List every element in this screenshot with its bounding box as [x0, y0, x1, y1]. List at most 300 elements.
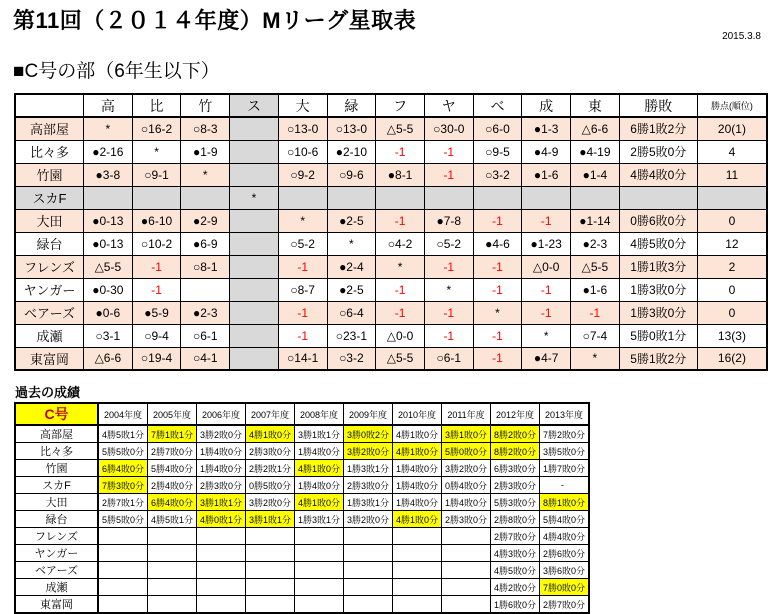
history-row: [15, 477, 589, 494]
history-result-cell: 6勝4敗0分: [98, 460, 148, 477]
result-cell: ○5-2: [424, 232, 473, 255]
points-cell: 20(1): [697, 117, 767, 140]
result-cell: [473, 186, 522, 209]
history-result-cell: [98, 545, 148, 562]
history-result-cell: 2勝7敗1分: [98, 494, 148, 511]
history-result-cell: 8勝2敗0分: [491, 425, 540, 443]
result-cell: -1: [424, 301, 473, 324]
result-cell: ●4-9: [522, 140, 571, 163]
history-result-cell: 4勝5敗1分: [98, 425, 148, 443]
points-cell: 2: [697, 255, 767, 278]
result-cell: △5-5: [571, 255, 620, 278]
team-name-cell: スカF: [15, 186, 84, 209]
history-result-cell: 4勝1敗0分: [246, 425, 295, 443]
history-team-cell: 東富岡: [15, 596, 98, 614]
points-cell: 12: [697, 232, 767, 255]
history-result-cell: [246, 528, 295, 545]
history-result-cell: 5勝4敗0分: [148, 460, 197, 477]
result-cell: *: [84, 117, 133, 140]
history-result-cell: 1勝7敗0分: [540, 460, 590, 477]
team-name-cell: 緑台: [15, 232, 84, 255]
result-cell: ○23-1: [327, 324, 376, 347]
history-result-cell: [197, 596, 246, 614]
history-result-cell: 5勝5敗0分: [98, 443, 148, 460]
history-team-cell: フレンズ: [15, 528, 98, 545]
result-cell: ○10-6: [278, 140, 327, 163]
history-result-cell: 8勝2敗0分: [491, 443, 540, 460]
result-cell: [181, 278, 230, 301]
standings-row: [15, 232, 767, 255]
standings-row: [15, 278, 767, 301]
history-body: [15, 425, 589, 613]
result-cell: ○19-4: [132, 347, 181, 370]
result-cell: ○9-6: [327, 163, 376, 186]
result-cell: -1: [473, 255, 522, 278]
result-cell: ○9-4: [132, 324, 181, 347]
history-result-cell: [393, 596, 442, 614]
team-name-cell: 成瀬: [15, 324, 84, 347]
history-result-cell: [344, 596, 393, 614]
result-cell: [376, 186, 425, 209]
result-cell: *: [522, 324, 571, 347]
history-result-cell: [393, 528, 442, 545]
result-cell: ○14-1: [278, 347, 327, 370]
result-cell: ●4-6: [473, 232, 522, 255]
history-result-cell: 1勝4敗0分: [393, 477, 442, 494]
result-cell: ●1-6: [522, 163, 571, 186]
history-result-cell: [98, 562, 148, 579]
history-result-cell: 2勝3敗0分: [344, 477, 393, 494]
result-cell: -1: [473, 347, 522, 370]
result-cell: -1: [473, 209, 522, 232]
team-name-cell: ベアーズ: [15, 301, 84, 324]
points-cell: 0: [697, 301, 767, 324]
history-team-cell: 緑台: [15, 511, 98, 528]
result-cell: [230, 140, 279, 163]
result-cell: -1: [376, 209, 425, 232]
history-result-cell: 2勝2敗1分: [246, 460, 295, 477]
history-result-cell: [197, 579, 246, 596]
history-header-row: [15, 403, 589, 425]
result-cell: -1: [424, 140, 473, 163]
record-cell: 1勝3敗0分: [619, 301, 697, 324]
history-year-header: 2013年度: [540, 403, 590, 425]
result-cell: -1: [571, 301, 620, 324]
history-result-cell: 4勝0敗1分: [197, 511, 246, 528]
result-cell: ○16-2: [132, 117, 181, 140]
standings-col-header: 竹: [181, 94, 230, 117]
result-cell: ●3-8: [84, 163, 133, 186]
history-result-cell: 1勝4敗0分: [393, 494, 442, 511]
result-cell: ●2-5: [327, 209, 376, 232]
history-result-cell: 3勝2敗0分: [344, 443, 393, 460]
result-cell: -1: [424, 324, 473, 347]
history-result-cell: 1勝4敗0分: [442, 494, 491, 511]
standings-row: [15, 255, 767, 278]
history-result-cell: 4勝5敗0分: [491, 562, 540, 579]
date-label: 2015.3.8: [722, 31, 761, 42]
standings-body: [15, 117, 767, 370]
result-cell: *: [230, 186, 279, 209]
history-result-cell: [148, 562, 197, 579]
standings-row: [15, 324, 767, 347]
result-cell: ●2-3: [181, 301, 230, 324]
result-cell: ●6-10: [132, 209, 181, 232]
result-cell: ○6-1: [181, 324, 230, 347]
history-result-cell: [442, 596, 491, 614]
result-cell: [230, 232, 279, 255]
result-cell: ●1-6: [571, 278, 620, 301]
history-row: [15, 460, 589, 477]
history-result-cell: 4勝1敗0分: [393, 443, 442, 460]
points-cell: [697, 186, 767, 209]
history-result-cell: 1勝4敗0分: [295, 443, 344, 460]
history-result-cell: [344, 562, 393, 579]
page-title: 第11回（２０１４年度）Mリーグ星取表: [13, 8, 417, 33]
history-result-cell: 1勝4敗0分: [393, 460, 442, 477]
result-cell: -1: [376, 301, 425, 324]
result-cell: -1: [376, 140, 425, 163]
standings-row: [15, 140, 767, 163]
history-result-cell: 7勝0敗0分: [540, 579, 590, 596]
history-result-cell: 3勝2敗0分: [344, 511, 393, 528]
result-cell: ●6-9: [181, 232, 230, 255]
history-result-cell: 0勝5敗0分: [246, 477, 295, 494]
result-cell: [230, 347, 279, 370]
team-name-cell: 比々多: [15, 140, 84, 163]
standings-table: [14, 93, 768, 371]
history-result-cell: [148, 528, 197, 545]
team-name-cell: 高部屋: [15, 117, 84, 140]
result-cell: ●2-9: [181, 209, 230, 232]
result-cell: *: [376, 255, 425, 278]
history-row: [15, 579, 589, 596]
history-result-cell: 3勝0敗2分: [344, 425, 393, 443]
history-result-cell: 3勝1敗1分: [197, 494, 246, 511]
result-cell: ●1-4: [571, 163, 620, 186]
history-result-cell: 2勝3敗0分: [246, 443, 295, 460]
result-cell: ●1-9: [181, 140, 230, 163]
history-result-cell: 1勝4敗0分: [197, 443, 246, 460]
history-year-header: 2008年度: [295, 403, 344, 425]
result-cell: ○10-2: [132, 232, 181, 255]
result-cell: ○4-2: [376, 232, 425, 255]
history-result-cell: 6勝3敗0分: [491, 460, 540, 477]
standings-header-row: [15, 94, 767, 117]
history-result-cell: 2勝3敗0分: [491, 477, 540, 494]
result-cell: ○4-1: [181, 347, 230, 370]
history-corner-header: C号: [15, 403, 98, 425]
points-cell: 0: [697, 209, 767, 232]
record-cell: 1勝3敗0分: [619, 278, 697, 301]
history-result-cell: 4勝1敗0分: [393, 511, 442, 528]
history-result-cell: 4勝4敗0分: [540, 528, 590, 545]
history-result-cell: [442, 579, 491, 596]
history-result-cell: [148, 579, 197, 596]
record-col-header: 勝敗: [619, 94, 697, 117]
history-result-cell: [295, 562, 344, 579]
standings-header: [15, 94, 767, 117]
result-cell: [424, 186, 473, 209]
history-year-header: 2005年度: [148, 403, 197, 425]
history-result-cell: 6勝4敗0分: [148, 494, 197, 511]
history-result-cell: 5勝3敗0分: [491, 494, 540, 511]
result-cell: ●2-10: [327, 140, 376, 163]
history-result-cell: 3勝2敗0分: [246, 494, 295, 511]
history-result-cell: 3勝1敗0分: [442, 425, 491, 443]
standings-row: [15, 163, 767, 186]
points-cell: 13(3): [697, 324, 767, 347]
record-cell: 5勝0敗1分: [619, 324, 697, 347]
history-result-cell: [393, 579, 442, 596]
result-cell: ●0-30: [84, 278, 133, 301]
history-team-cell: 高部屋: [15, 425, 98, 443]
record-cell: [619, 186, 697, 209]
result-cell: -1: [132, 278, 181, 301]
history-year-header: 2006年度: [197, 403, 246, 425]
history-team-cell: 大田: [15, 494, 98, 511]
result-cell: ●2-16: [84, 140, 133, 163]
result-cell: ●0-13: [84, 209, 133, 232]
history-result-cell: [197, 528, 246, 545]
history-result-cell: [393, 562, 442, 579]
history-result-cell: 4勝1敗0分: [393, 425, 442, 443]
standings-col-header: 成: [522, 94, 571, 117]
history-result-cell: -: [540, 477, 590, 494]
result-cell: -1: [278, 301, 327, 324]
standings-row: [15, 186, 767, 209]
history-result-cell: 1勝3敗1分: [344, 494, 393, 511]
result-cell: △0-0: [522, 255, 571, 278]
standings-col-header: ベ: [473, 94, 522, 117]
record-cell: 6勝1敗2分: [619, 117, 697, 140]
result-cell: ●1-3: [522, 117, 571, 140]
result-cell: [230, 117, 279, 140]
result-cell: -1: [132, 255, 181, 278]
standings-row: [15, 209, 767, 232]
result-cell: [278, 186, 327, 209]
history-result-cell: 2勝7敗0分: [148, 443, 197, 460]
result-cell: [181, 186, 230, 209]
points-cell: 4: [697, 140, 767, 163]
history-result-cell: [295, 596, 344, 614]
result-cell: ○3-1: [84, 324, 133, 347]
history-result-cell: [98, 528, 148, 545]
history-row: [15, 528, 589, 545]
history-result-cell: [344, 528, 393, 545]
history-result-cell: 2勝7敗0分: [491, 528, 540, 545]
result-cell: ●5-9: [132, 301, 181, 324]
result-cell: ○13-0: [278, 117, 327, 140]
points-cell: 0: [697, 278, 767, 301]
history-year-header: 2011年度: [442, 403, 491, 425]
standings-corner-header: [15, 94, 84, 117]
history-result-cell: 1勝3敗1分: [344, 460, 393, 477]
history-result-cell: [344, 545, 393, 562]
history-result-cell: 7勝3敗0分: [98, 477, 148, 494]
result-cell: [522, 186, 571, 209]
result-cell: [230, 209, 279, 232]
history-result-cell: [197, 562, 246, 579]
result-cell: -1: [473, 278, 522, 301]
standings-col-header: 大: [278, 94, 327, 117]
history-result-cell: 3勝1敗1分: [246, 511, 295, 528]
standings-col-header: 東: [571, 94, 620, 117]
result-cell: △5-5: [84, 255, 133, 278]
result-cell: ●8-1: [376, 163, 425, 186]
result-cell: ○9-2: [278, 163, 327, 186]
history-result-cell: 2勝8敗0分: [491, 511, 540, 528]
history-result-cell: [246, 545, 295, 562]
result-cell: -1: [424, 255, 473, 278]
result-cell: ○7-4: [571, 324, 620, 347]
result-cell: *: [132, 140, 181, 163]
history-result-cell: 1勝6敗0分: [491, 596, 540, 614]
history-header: [15, 403, 589, 425]
history-result-cell: 2勝4敗0分: [148, 477, 197, 494]
history-row: [15, 443, 589, 460]
standings-row: [15, 301, 767, 324]
history-result-cell: [442, 528, 491, 545]
result-cell: *: [181, 163, 230, 186]
history-row: [15, 596, 589, 614]
result-cell: ●0-13: [84, 232, 133, 255]
history-result-cell: 2勝6敗0分: [540, 545, 590, 562]
result-cell: [230, 324, 279, 347]
history-result-cell: 5勝4敗0分: [540, 511, 590, 528]
result-cell: [230, 301, 279, 324]
history-result-cell: 3勝1敗1分: [295, 425, 344, 443]
history-row: [15, 562, 589, 579]
standings-col-header: 高: [84, 94, 133, 117]
history-row: [15, 545, 589, 562]
section-heading: ■C号の部（6年生以下）: [13, 61, 220, 82]
result-cell: △6-6: [84, 347, 133, 370]
history-team-cell: 比々多: [15, 443, 98, 460]
result-cell: ●2-4: [327, 255, 376, 278]
result-cell: ○6-0: [473, 117, 522, 140]
history-result-cell: 7勝1敗1分: [148, 425, 197, 443]
result-cell: ○9-5: [473, 140, 522, 163]
history-result-cell: 4勝1敗0分: [295, 494, 344, 511]
result-cell: ●7-8: [424, 209, 473, 232]
history-result-cell: 4勝2敗0分: [491, 579, 540, 596]
result-cell: ●4-19: [571, 140, 620, 163]
history-team-cell: スカF: [15, 477, 98, 494]
history-result-cell: 5勝0敗0分: [442, 443, 491, 460]
history-result-cell: 7勝2敗0分: [540, 425, 590, 443]
history-result-cell: [98, 596, 148, 614]
record-cell: 5勝1敗2分: [619, 347, 697, 370]
history-result-cell: 3勝2敗0分: [442, 460, 491, 477]
team-name-cell: 東富岡: [15, 347, 84, 370]
result-cell: ○6-4: [327, 301, 376, 324]
result-cell: -1: [522, 209, 571, 232]
history-result-cell: 4勝5敗1分: [148, 511, 197, 528]
history-result-cell: 1勝3敗1分: [295, 511, 344, 528]
standings-col-header: ス: [230, 94, 279, 117]
history-result-cell: [442, 545, 491, 562]
history-year-header: 2004年度: [98, 403, 148, 425]
history-result-cell: [246, 579, 295, 596]
result-cell: ○8-7: [278, 278, 327, 301]
points-cell: 11: [697, 163, 767, 186]
standings-row: [15, 347, 767, 370]
team-name-cell: 竹園: [15, 163, 84, 186]
result-cell: -1: [522, 301, 571, 324]
result-cell: *: [473, 301, 522, 324]
history-result-cell: [98, 579, 148, 596]
history-result-cell: [442, 562, 491, 579]
history-result-cell: 3勝2敗0分: [197, 425, 246, 443]
history-team-cell: 竹園: [15, 460, 98, 477]
history-result-cell: [295, 545, 344, 562]
result-cell: ○5-2: [278, 232, 327, 255]
standings-col-header: ヤ: [424, 94, 473, 117]
history-heading: 過去の成績: [15, 385, 81, 400]
team-name-cell: ヤンガー: [15, 278, 84, 301]
result-cell: ○9-1: [132, 163, 181, 186]
history-year-header: 2007年度: [246, 403, 295, 425]
history-row: [15, 425, 589, 443]
history-team-cell: ベアーズ: [15, 562, 98, 579]
result-cell: ●2-3: [571, 232, 620, 255]
history-result-cell: [197, 545, 246, 562]
result-cell: -1: [522, 278, 571, 301]
history-result-cell: [393, 545, 442, 562]
result-cell: *: [571, 347, 620, 370]
history-row: [15, 511, 589, 528]
result-cell: ●4-7: [522, 347, 571, 370]
history-result-cell: 1勝4敗0分: [295, 477, 344, 494]
history-result-cell: 0勝4敗0分: [442, 477, 491, 494]
result-cell: [230, 255, 279, 278]
result-cell: *: [424, 278, 473, 301]
history-result-cell: [295, 528, 344, 545]
result-cell: ○8-1: [181, 255, 230, 278]
result-cell: ●0-6: [84, 301, 133, 324]
result-cell: △6-6: [571, 117, 620, 140]
standings-col-header: フ: [376, 94, 425, 117]
team-name-cell: フレンズ: [15, 255, 84, 278]
history-year-header: 2010年度: [393, 403, 442, 425]
result-cell: [84, 186, 133, 209]
record-cell: 0勝6敗0分: [619, 209, 697, 232]
result-cell: △0-0: [376, 324, 425, 347]
result-cell: -1: [473, 324, 522, 347]
standings-col-header: 緑: [327, 94, 376, 117]
result-cell: [230, 278, 279, 301]
result-cell: [327, 186, 376, 209]
result-cell: -1: [424, 163, 473, 186]
result-cell: △5-5: [376, 347, 425, 370]
history-result-cell: 3勝5敗0分: [540, 443, 590, 460]
result-cell: [571, 186, 620, 209]
history-team-cell: ヤンガー: [15, 545, 98, 562]
history-year-header: 2012年度: [491, 403, 540, 425]
history-result-cell: 4勝1敗0分: [295, 460, 344, 477]
history-table: [14, 402, 590, 614]
history-team-cell: 成瀬: [15, 579, 98, 596]
result-cell: *: [278, 209, 327, 232]
history-result-cell: 2勝3敗0分: [442, 511, 491, 528]
history-year-header: 2009年度: [344, 403, 393, 425]
result-cell: [132, 186, 181, 209]
history-result-cell: [344, 579, 393, 596]
result-cell: ○13-0: [327, 117, 376, 140]
result-cell: △5-5: [376, 117, 425, 140]
result-cell: -1: [278, 324, 327, 347]
